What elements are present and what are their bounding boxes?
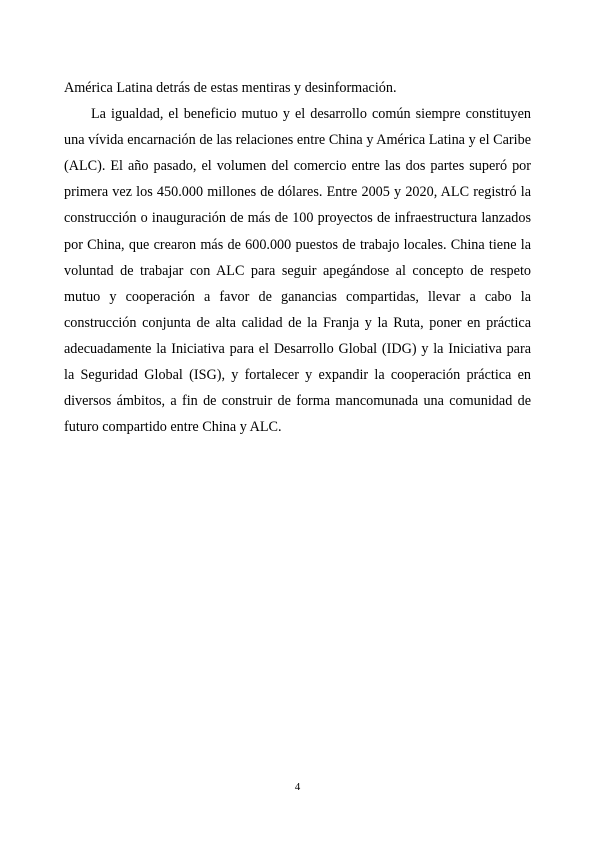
paragraph-main: La igualdad, el beneficio mutuo y el desarrollo común siempre constituyen una vívida encarnación de las relaciones entre China y América Latina y el Caribe (ALC). El año pasado, el volumen del comercio entre las dos partes superó por primera vez los 450.000 millones de dólares. Entre 2005 y 2020, ALC registró la construcción o inauguración de más de 100 proyectos de infraestructura lanzados por China, que crearon más de 600.000 puestos de trabajo locales. China tiene la voluntad de trabajar con ALC para seguir apegándose al concepto de respeto mutuo y cooperación a favor de ganancias compartidas, llevar a cabo la construcción conjunta de alta calidad de la Franja y la Ruta, poner en práctica adecuadamente la Iniciativa para el Desarrollo Global (IDG) y la Iniciativa para la Seguridad Global (ISG), y fortalecer y expandir la cooperación práctica en diversos ámbitos, a fin de construir de forma mancomunada una comunidad de futuro compartido entre China y ALC. — [64, 106, 531, 436]
body-text — [64, 75, 531, 440]
page-number: 4 — [294, 781, 301, 793]
paragraph-continuation: América Latina detrás de estas mentiras y desinformación. — [64, 80, 397, 96]
